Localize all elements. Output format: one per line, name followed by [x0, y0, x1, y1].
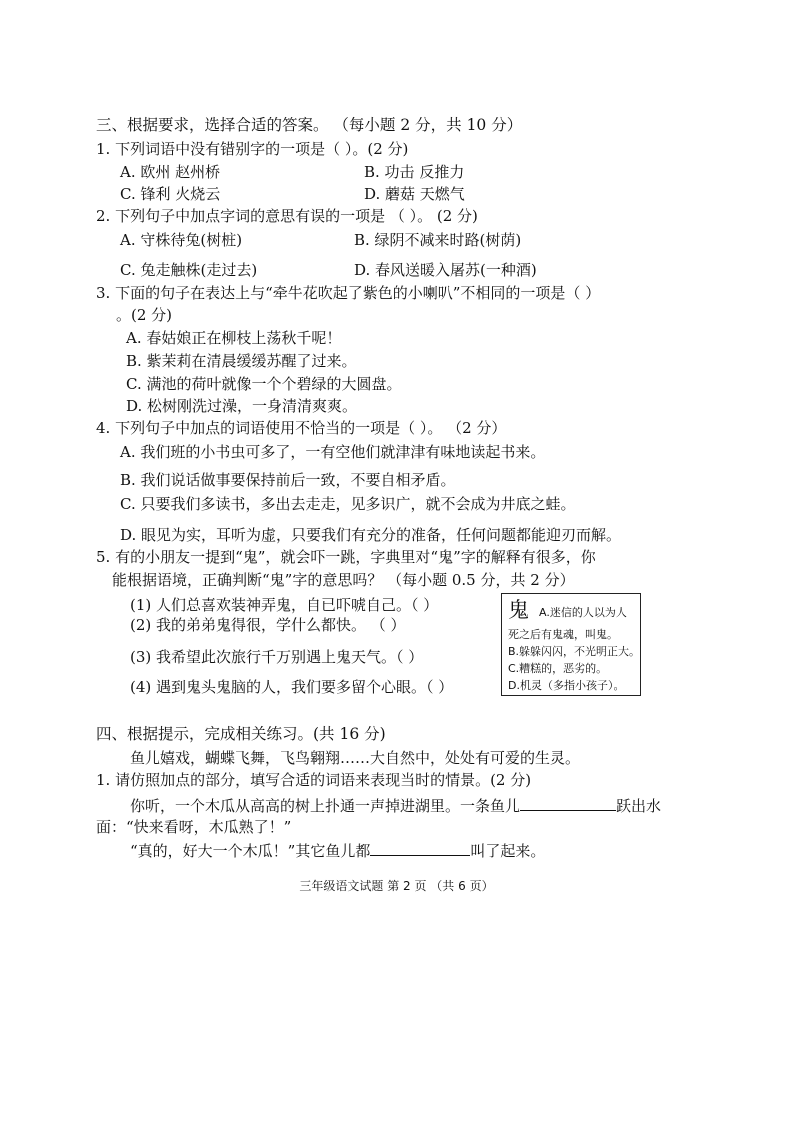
- definition-a: A.迷信的人以为人: [539, 606, 627, 619]
- s4-q1-line-2: 面：“快来看呀，木瓜熟了！”: [96, 818, 292, 836]
- q1-stem: 1. 下列词语中没有错别字的一项是（ ）。(2 分): [96, 140, 409, 158]
- section-3-title: 三、根据要求，选择合适的答案。 （每小题 2 分，共 10 分）: [96, 116, 523, 134]
- q2-stem: 2. 下列句子中加点字词的意思有误的一项是 （ ）。 (2 分): [96, 207, 478, 225]
- q2-option-d: D. 春风送暖入屠苏(一种酒): [354, 261, 537, 279]
- q1-option-d: D. 蘑菇 天燃气: [364, 185, 465, 203]
- q3-stem: 3. 下面的句子在表达上与“牵牛花吹起了紫色的小喇叭”不相同的一项是（ ）: [96, 284, 601, 302]
- dictionary-definition-box: [501, 593, 641, 696]
- s4-q1-text-3b: 叫了起来。: [470, 842, 546, 860]
- q2-option-c: C. 兔走触株(走过去): [120, 261, 258, 279]
- definition-a-cont: 死之后有鬼魂，叫鬼。: [508, 628, 618, 641]
- definition-d: D.机灵（多指小孩子）。: [508, 679, 625, 692]
- section-4-intro: 鱼儿嬉戏，蝴蝶飞舞，飞鸟翱翔……大自然中，处处有可爱的生灵。: [130, 749, 581, 767]
- q5-sentence-1: (1) 人们总喜欢装神弄鬼，自已吓唬自己。（ ）: [130, 596, 439, 614]
- definition-c: C.糟糕的，恶劣的。: [508, 662, 608, 675]
- s4-q1-text-1b: 跃出水: [616, 797, 662, 815]
- q1-option-a: A. 欧州 赵州桥: [120, 163, 221, 181]
- q1-option-b: B. 功击 反推力: [364, 163, 465, 181]
- q4-option-c: C. 只要我们多读书，多出去走走，见多识广，就不会成为井底之蛙。: [120, 495, 576, 513]
- q5-sentence-4: (4) 遇到鬼头鬼脑的人，我们要多留个心眼。（ ）: [130, 678, 454, 696]
- s4-q1-text-3a: “真的，好大一个木瓜！”其它鱼儿都: [130, 842, 371, 860]
- q5-sentence-2: (2) 我的弟弟鬼得很，学什么都快。 （ ）: [130, 616, 406, 634]
- q4-option-b: B. 我们说话做事要保持前后一致，不要自相矛盾。: [120, 471, 456, 489]
- q4-stem: 4. 下列句子中加点的词语使用不恰当的一项是（ ）。 （2 分）: [96, 419, 507, 437]
- q4-option-a: A. 我们班的小书虫可多了，一有空他们就津津有味地读起书来。: [120, 443, 546, 461]
- s4-q1-line-3: [130, 839, 545, 861]
- q3-option-a: A. 春姑娘正在柳枝上荡秋千呢！: [126, 329, 342, 347]
- section-4-title: 四、根据提示，完成相关练习。(共 16 分): [96, 725, 386, 743]
- s4-q1-text-1a: 你听，一个木瓜从高高的树上扑通一声掉进湖里。一条鱼儿: [130, 797, 521, 815]
- dictionary-character: 鬼: [508, 598, 529, 622]
- q5-stem-cont: 能根据语境，正确判断“鬼”字的意思吗？ （每小题 0.5 分，共 2 分）: [112, 571, 575, 589]
- s4-q1-line-1: [130, 794, 661, 816]
- definition-b: B.躲躲闪闪，不光明正大。: [508, 645, 641, 658]
- page-footer: 三年级语文试题 第 2 页 （共 6 页）: [299, 879, 494, 893]
- q1-option-c: C. 锋利 火烧云: [120, 185, 221, 203]
- answer-blank-2[interactable]: [370, 839, 470, 856]
- q3-stem-cont: 。(2 分): [116, 306, 173, 324]
- s4-q1-stem: 1. 请仿照加点的部分，填写合适的词语来表现当时的情景。(2 分): [96, 771, 532, 789]
- q5-sentence-3: (3) 我希望此次旅行千万别遇上鬼天气。（ ）: [130, 648, 424, 666]
- answer-blank-1[interactable]: [520, 794, 616, 811]
- q4-option-d: D. 眼见为实，耳听为虚，只要我们有充分的准备，任何问题都能迎刃而解。: [120, 526, 622, 544]
- q5-stem: 5. 有的小朋友一提到“鬼”，就会吓一跳，字典里对“鬼”字的解释有很多，你: [96, 548, 596, 566]
- q3-option-c: C. 满池的荷叶就像一个个碧绿的大圆盘。: [126, 375, 402, 393]
- q3-option-d: D. 松树刚洗过澡，一身清清爽爽。: [126, 397, 358, 415]
- q2-option-b: B. 绿阴不减来时路(树荫): [354, 231, 522, 249]
- q3-option-b: B. 紫茉莉在清晨缓缓苏醒了过来。: [126, 352, 357, 370]
- q2-option-a: A. 守株待兔(树桩): [120, 231, 243, 249]
